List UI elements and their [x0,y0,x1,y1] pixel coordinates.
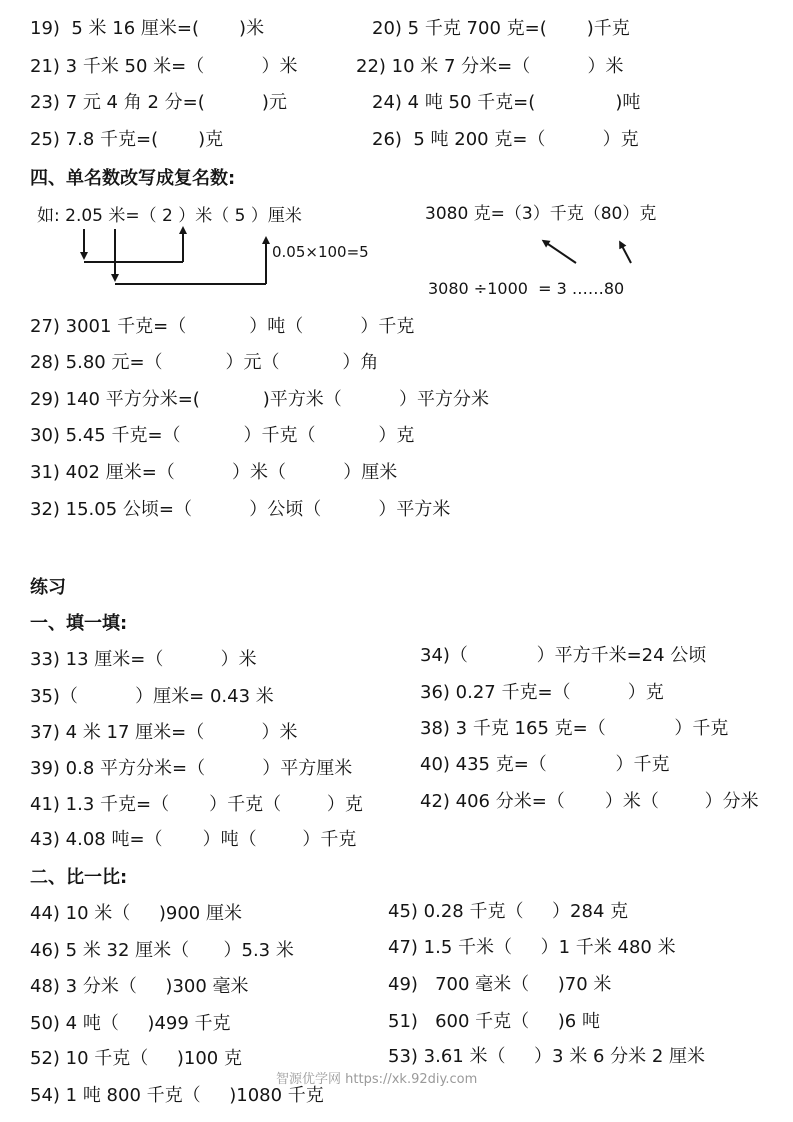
problem-24: 24) 4 吨 50 千克=( )吨 [372,92,641,113]
problem-45: 45) 0.28 千克（ ）284 克 [388,901,629,922]
problem-31: 31) 402 厘米=（ ）米（ ）厘米 [30,462,398,483]
problem-54: 54) 1 吨 800 千克（ )1080 千克 [30,1085,324,1106]
problem-41: 41) 1.3 千克=（ ）千克（ ）克 [30,794,363,815]
problem-46: 46) 5 米 32 厘米（ ）5.3 米 [30,940,294,961]
part1-title: 一、填一填: [30,613,128,634]
section4-title: 四、单名数改写成复名数: [30,168,236,189]
problem-19: 19) 5 米 16 厘米=( )米 [30,18,265,39]
problem-36: 36) 0.27 千克=（ ）克 [420,682,664,703]
problem-51: 51) 600 千克（ )6 吨 [388,1011,600,1032]
example-right: 3080 克=（3）千克（80）克 [425,204,657,224]
problem-30: 30) 5.45 千克=（ ）千克（ ）克 [30,425,415,446]
problem-38: 38) 3 千克 165 克=（ ）千克 [420,718,729,739]
problem-29: 29) 140 平方分米=( )平方米（ ）平方分米 [30,389,490,410]
problem-32: 32) 15.05 公顷=（ ）公顷（ ）平方米 [30,499,451,520]
problem-27: 27) 3001 千克=（ ）吨（ ）千克 [30,316,415,337]
example-calc: 0.05×100=5 [272,243,369,261]
problem-42: 42) 406 分米=（ ）米（ ）分米 [420,791,759,812]
problem-34: 34)（ ）平方千米=24 公顷 [420,645,707,666]
problem-37: 37) 4 米 17 厘米=（ ）米 [30,722,298,743]
problem-21: 21) 3 千米 50 米=（ ）米 [30,56,298,77]
problem-39: 39) 0.8 平方分米=（ ）平方厘米 [30,758,353,779]
problem-47: 47) 1.5 千米（ ）1 千米 480 米 [388,937,676,958]
problem-43: 43) 4.08 吨=（ ）吨（ ）千克 [30,829,357,850]
problem-52: 52) 10 千克（ )100 克 [30,1048,242,1069]
problem-28: 28) 5.80 元=（ ）元（ ）角 [30,352,379,373]
problem-35: 35)（ ）厘米= 0.43 米 [30,686,274,707]
problem-44: 44) 10 米（ )900 厘米 [30,903,242,924]
problem-23: 23) 7 元 4 角 2 分=( )元 [30,92,287,113]
problem-25: 25) 7.8 千克=( )克 [30,129,224,150]
example-left: 如: 2.05 米=（ 2 ）米（ 5 ）厘米 [37,206,302,226]
problem-20: 20) 5 千克 700 克=( )千克 [372,18,630,39]
problem-40: 40) 435 克=（ ）千克 [420,754,670,775]
practice-title: 练习 [30,577,66,598]
example-division: 3080 ÷1000 = 3 ……80 [428,279,625,298]
watermark: 智源优学网 https://xk.92diy.com [276,1072,478,1087]
problem-33: 33) 13 厘米=（ ）米 [30,649,257,670]
part2-title: 二、比一比: [30,867,128,888]
problem-49: 49) 700 毫米（ )70 米 [388,974,612,995]
problem-53: 53) 3.61 米（ ）3 米 6 分米 2 厘米 [388,1046,706,1067]
problem-22: 22) 10 米 7 分米=（ ）米 [356,56,624,77]
problem-26: 26) 5 吨 200 克=（ ）克 [372,129,639,150]
problem-50: 50) 4 吨（ )499 千克 [30,1013,231,1034]
problem-48: 48) 3 分米（ )300 毫米 [30,976,249,997]
